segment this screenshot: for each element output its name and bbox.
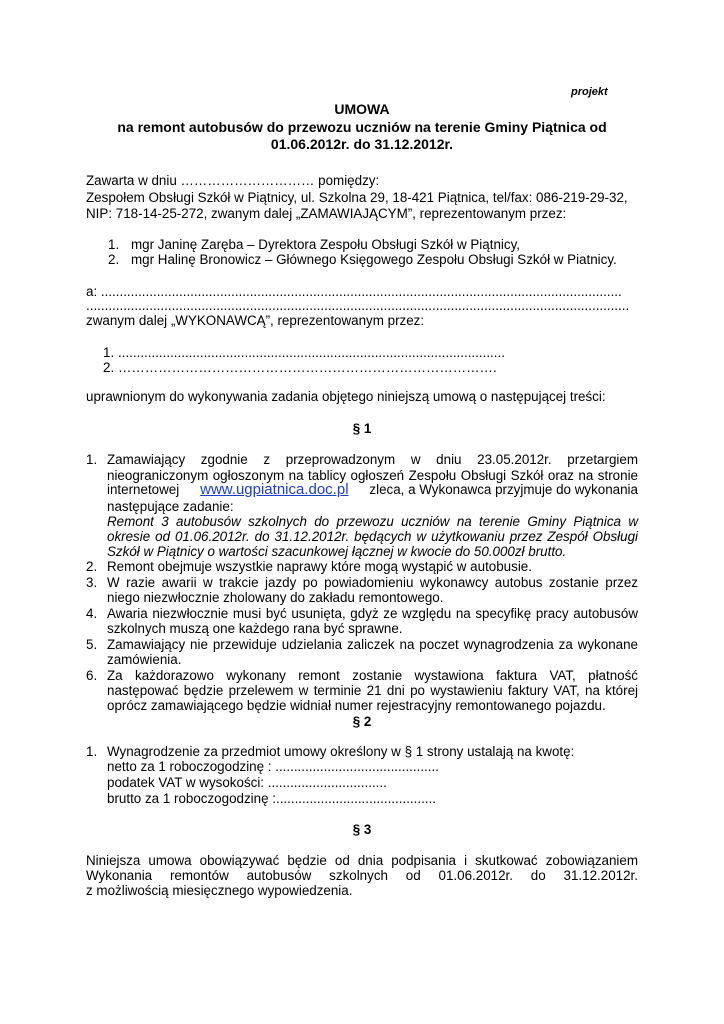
contractor-name-line: zwanym dalej „WYKONAWCĄ”, reprezentowanym przez: bbox=[86, 313, 425, 328]
projekt-label: projekt bbox=[571, 86, 608, 98]
s2-vat-line: podatek VAT w wysokości: ................................ bbox=[107, 775, 387, 790]
s1-item4-line2: szkolnych muszą one każdego rana być sprawne. bbox=[107, 621, 403, 636]
section-3-heading: § 3 bbox=[352, 822, 372, 837]
intro-date-line: Zawarta w dniu ………………………… pomiędzy: bbox=[86, 173, 380, 188]
s2-item1-line1: Wynagrodzenie za przedmiot umowy określony w § 1 strony ustalają na kwotę: bbox=[107, 744, 575, 759]
contractor-dotted-line-2: .................................................................................................................................................. bbox=[86, 298, 630, 313]
s1-item1-line3-start: internetowej bbox=[107, 482, 180, 497]
document-subtitle-line2: 01.06.2012r. do 31.12.2012r. bbox=[270, 136, 454, 152]
s2-brutto-line: brutto za 1 roboczogodzinę :........................................... bbox=[107, 791, 436, 806]
s1-item6-line3: oprócz zamawiającego będzie widniał numer rejestracyjny remontowanego pojazdu. bbox=[107, 698, 606, 713]
s1-item1-line3-end: zleca, a Wykonawca przyjmuje do wykonania bbox=[369, 482, 638, 497]
contractor-rep-1-number: 1. bbox=[103, 345, 115, 360]
s1-item1-number: 1. bbox=[86, 452, 98, 467]
s1-item1-line3 bbox=[107, 481, 638, 498]
s1-item3-line1: W razie awarii w trakcie jazdy po powiadomieniu wykonawcy autobus zostanie przez bbox=[107, 575, 638, 590]
s1-item1-task-line1: Remont 3 autobusów szkolnych do przewozu uczniów na terenie Gminy Piątnica w bbox=[107, 514, 638, 529]
s1-item1-line1: Zamawiający zgodnie z przeprowadzonym w dniu 23.05.2012r. przetargiem bbox=[107, 452, 638, 467]
s1-item6-line2: następować będzie przelewem w terminie 21 dni po wystawieniu faktury VAT, na której bbox=[107, 683, 638, 698]
s3-line3: z możliwością miesięcznego wypowiedzenia. bbox=[86, 883, 353, 898]
s3-line2: Wykonania remontów autobusów szkolnych od 01.06.2012r. do 31.12.2012r. bbox=[86, 868, 638, 883]
authorized-line: uprawnionym do wykonywania zadania objętego niniejszą umową o następującej treści: bbox=[86, 389, 606, 404]
contractor-dotted-line-1: a: ............................................................................................................................................ bbox=[86, 284, 622, 299]
s1-item2-number: 2. bbox=[86, 559, 98, 574]
s3-line1: Niniejsza umowa obowiązywać będzie od dnia podpisania i skutkować zobowiązaniem bbox=[86, 853, 638, 868]
section-2-heading: § 2 bbox=[352, 714, 372, 729]
s2-item1-number: 1. bbox=[86, 744, 98, 759]
representative-1-text: mgr Janinę Zaręba – Dyrektora Zespołu Obsługi Szkół w Piątnicy, bbox=[131, 237, 520, 252]
s1-item1-line4: następujące zadanie: bbox=[107, 499, 234, 514]
s1-item3-line2: niego niezwłocznie zholowany do zakładu remontowego. bbox=[107, 590, 444, 605]
representative-1-number: 1. bbox=[108, 237, 120, 252]
contractor-rep-2-number: 2. bbox=[103, 360, 115, 375]
intro-client-line: Zespołem Obsługi Szkół w Piątnicy, ul. Szkolna 29, 18-421 Piątnica, tel/fax: 086-219-29-32, bbox=[86, 190, 628, 205]
s1-item2-line1: Remont obejmuje wszystkie naprawy które mogą wystąpić w autobusie. bbox=[107, 559, 532, 574]
document-title: UMOWA bbox=[334, 101, 390, 117]
s1-item1-task-line3: Szkół w Piątnicy o wartości szacunkowej łącznej w kwocie do 50.000zł brutto. bbox=[107, 544, 567, 559]
s1-item1-line2: nieograniczonym ogłoszonym na tablicy ogłoszeń Zespołu Obsługi Szkół oraz na stronie bbox=[107, 468, 638, 483]
s2-netto-line: netto za 1 roboczogodzinę : ............................................ bbox=[107, 759, 439, 774]
document-subtitle-line1: na remont autobusów do przewozu uczniów na terenie Gminy Piątnica od bbox=[117, 119, 607, 135]
contractor-rep-2-text: …………………………………………………………………………. bbox=[118, 360, 497, 375]
s1-item5-line1: Zamawiający nie przewiduje udzielania zaliczek na poczet wynagrodzenia za wykonane bbox=[107, 637, 638, 652]
s1-item1-task-line2: okresie od 01.06.2012r. do 31.12.2012r. będących w użytkowaniu przez Zespół Obsługi bbox=[107, 529, 638, 544]
website-link[interactable]: www.ugpiatnica.doc.pl bbox=[200, 481, 349, 498]
representative-2-number: 2. bbox=[108, 252, 120, 267]
s1-item6-line1: Za każdorazowo wykonany remont zostanie wystawiona faktura VAT, płatność bbox=[107, 668, 638, 683]
s1-item4-line1: Awaria niezwłocznie musi być usunięta, gdyż ze względu na specyfikę pracy autobusów bbox=[107, 606, 638, 621]
contractor-rep-1-text: ........................................................................................................ bbox=[118, 345, 505, 360]
s1-item5-line2: zamówienia. bbox=[107, 652, 182, 667]
s1-item4-number: 4. bbox=[86, 606, 98, 621]
s1-item3-number: 3. bbox=[86, 575, 98, 590]
representative-2-text: mgr Halinę Bronowicz – Głównego Księgowego Zespołu Obsługi Szkół w Piatnicy. bbox=[131, 252, 617, 267]
section-1-heading: § 1 bbox=[352, 421, 372, 436]
s1-item6-number: 6. bbox=[86, 668, 98, 683]
intro-nip-line: NIP: 718-14-25-272, zwanym dalej „ZAMAWIAJĄCYM”, reprezentowanym przez: bbox=[86, 206, 567, 221]
s1-item5-number: 5. bbox=[86, 637, 98, 652]
